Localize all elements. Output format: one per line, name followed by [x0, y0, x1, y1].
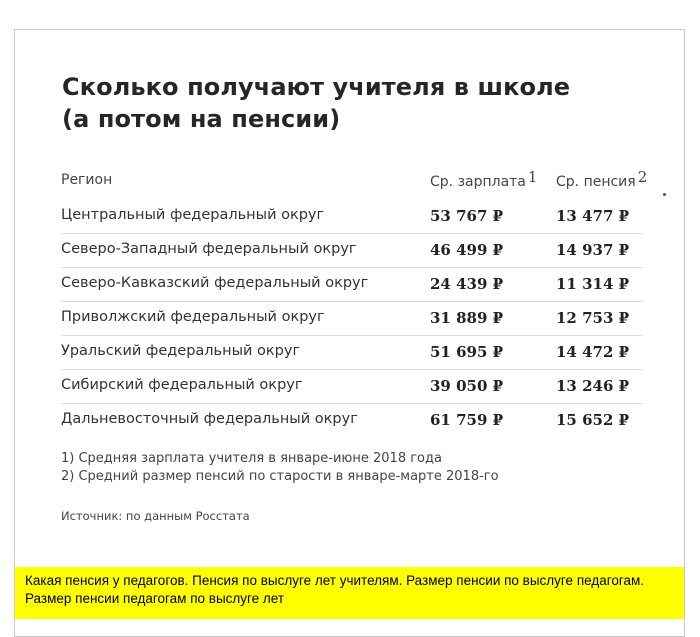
table-row — [61, 370, 643, 404]
region-cell: Центральный федеральный округ — [61, 207, 325, 223]
page-title — [62, 71, 570, 135]
salary-cell: 39 050 ₽ — [430, 377, 504, 395]
source-note: Источник: по данным Росстата — [61, 509, 250, 523]
pension-cell: 15 652 ₽ — [556, 411, 630, 429]
column-header-salary-label: Ср. зарплата — [430, 174, 526, 190]
table-row — [61, 234, 643, 268]
region-cell: Северо-Западный федеральный округ — [61, 241, 357, 257]
pension-cell: 12 753 ₽ — [556, 309, 630, 327]
footnotes — [61, 450, 499, 486]
region-cell: Приволжский федеральный округ — [61, 309, 325, 325]
title-line-1: Сколько получают учителя в школе — [62, 73, 571, 101]
region-cell: Уральский федеральный округ — [61, 343, 301, 359]
footnote-marker-1: 1 — [527, 168, 538, 186]
pension-cell: 14 472 ₽ — [556, 343, 630, 361]
salary-cell: 24 439 ₽ — [430, 275, 504, 293]
column-header-pension-label: Ср. пенсия — [556, 174, 636, 190]
pension-cell: 11 314 ₽ — [556, 275, 630, 293]
table-row — [61, 336, 643, 370]
salary-cell: 53 767 ₽ — [430, 207, 504, 225]
salary-pension-table — [61, 200, 643, 438]
salary-cell: 51 695 ₽ — [430, 343, 504, 361]
salary-cell: 31 889 ₽ — [430, 309, 504, 327]
column-header-region: Регион — [61, 172, 113, 188]
footnote-marker-2: 2 — [637, 168, 648, 186]
caption-banner: Какая пенсия у педагогов. Пенсия по выслуге лет учителям. Размер пенсии по выслуге педагогам. Размер пенсии педагогам по выслуге лет — [15, 567, 684, 619]
column-header-pension — [556, 168, 648, 190]
footnote-1: 1) Средняя зарплата учителя в январе-июне 2018 года — [61, 451, 442, 466]
footnote-2: 2) Средний размер пенсий по старости в январе-марте 2018-го — [61, 469, 499, 484]
region-cell: Сибирский федеральный округ — [61, 377, 303, 393]
table-row — [61, 200, 643, 234]
pension-cell: 13 246 ₽ — [556, 377, 630, 395]
table-row — [61, 302, 643, 336]
stray-dot — [663, 193, 666, 196]
pension-cell: 14 937 ₽ — [556, 241, 630, 259]
title-line-2: (а потом на пенсии) — [62, 105, 341, 133]
region-cell: Дальневосточный федеральный округ — [61, 411, 358, 427]
table-row — [61, 268, 643, 302]
salary-cell: 61 759 ₽ — [430, 411, 504, 429]
region-cell: Северо-Кавказский федеральный округ — [61, 275, 369, 291]
table-row — [61, 404, 643, 438]
salary-cell: 46 499 ₽ — [430, 241, 504, 259]
column-header-salary — [430, 168, 538, 190]
infographic-card — [14, 29, 685, 637]
pension-cell: 13 477 ₽ — [556, 207, 630, 225]
